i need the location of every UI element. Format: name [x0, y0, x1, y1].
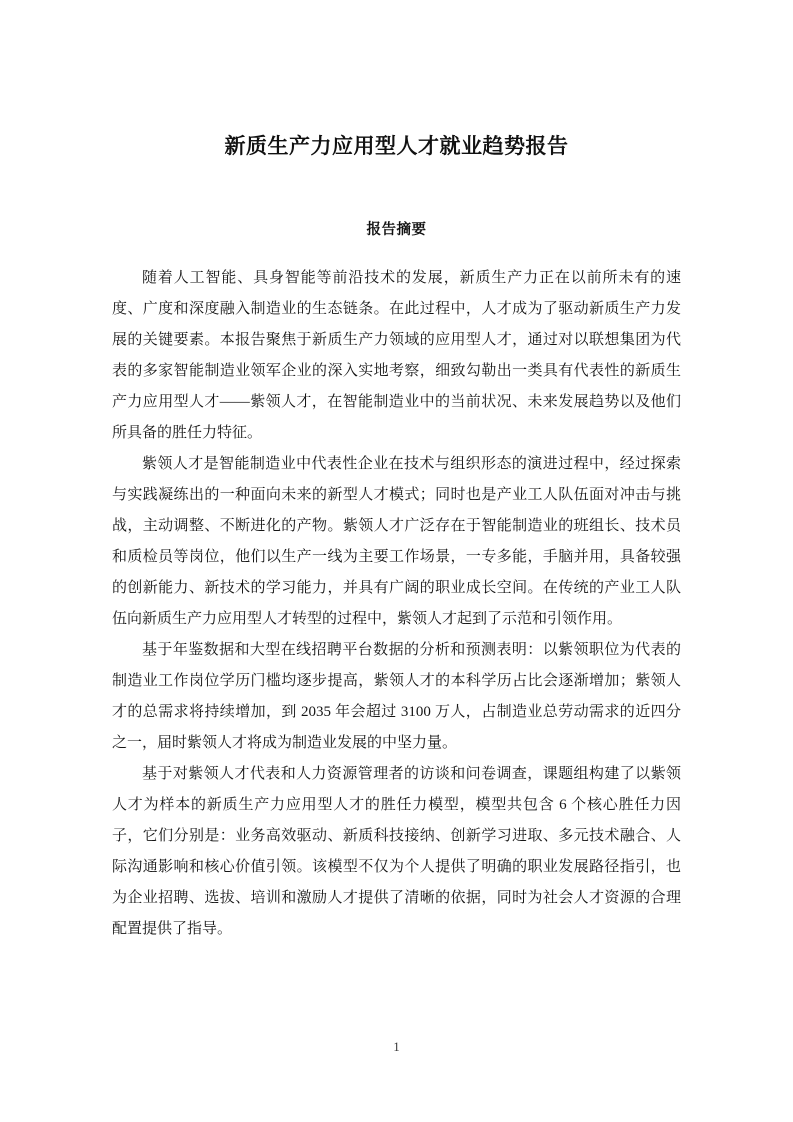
page-content — [112, 0, 681, 945]
page-number: 1 — [393, 1040, 400, 1054]
paragraph-1: 随着人工智能、具身智能等前沿技术的发展，新质生产力正在以前所未有的速度、广度和深度融入制造业的生态链条。在此过程中，人才成为了驱动新质生产力发展的关键要素。本报告聚焦于新质生产力领域的应用型人才，通过对以联想集团为代表的多家智能制造业领军企业的深入实地考察，细致勾勒出一类具有代表性的新质生产力应用型人才——紫领人才，在智能制造业中的当前状况、未来发展趋势以及他们所具备的胜任力特征。 — [112, 270, 681, 441]
paragraph-3: 基于年鉴数据和大型在线招聘平台数据的分析和预测表明：以紫领职位为代表的制造业工作岗位学历门槛均逐步提高，紫领人才的本科学历占比会逐渐增加；紫领人才的总需求将持续增加，到 2035 年会超过 3100 万人，占制造业总劳动需求的近四分之一，届时紫领人才将成为制造业发展的中坚力量。 — [112, 642, 681, 751]
abstract-heading: 报告摘要 — [366, 222, 427, 238]
paragraph-2: 紫领人才是智能制造业中代表性企业在技术与组织形态的演进过程中，经过探索与实践凝练出的一种面向未来的新型人才模式；同时也是产业工人队伍面对冲击与挑战，主动调整、不断进化的产物。紫领人才广泛存在于智能制造业的班组长、技术员和质检员等岗位，他们以生产一线为主要工作场景，一专多能，手脑并用，具备较强的创新能力、新技术的学习能力，并具有广阔的职业成长空间。在传统的产业工人队伍向新质生产力应用型人才转型的过程中，紫领人才起到了示范和引领作用。 — [112, 456, 681, 627]
paragraph-4: 基于对紫领人才代表和人力资源管理者的访谈和问卷调查，课题组构建了以紫领人才为样本的新质生产力应用型人才的胜任力模型，模型共包含 6 个核心胜任力因子，它们分别是：业务高效驱动、新质科技接纳、创新学习进取、多元技术融合、人际沟通影响和核心价值引领。该模型不仅为个人提供了明确的职业发展路径指引，也为企业招聘、选拔、培训和激励人才提供了清晰的依据，同时为社会人才资源的合理配置提供了指导。 — [112, 766, 681, 937]
page-title: 新质生产力应用型人才就业趋势报告 — [224, 135, 569, 158]
